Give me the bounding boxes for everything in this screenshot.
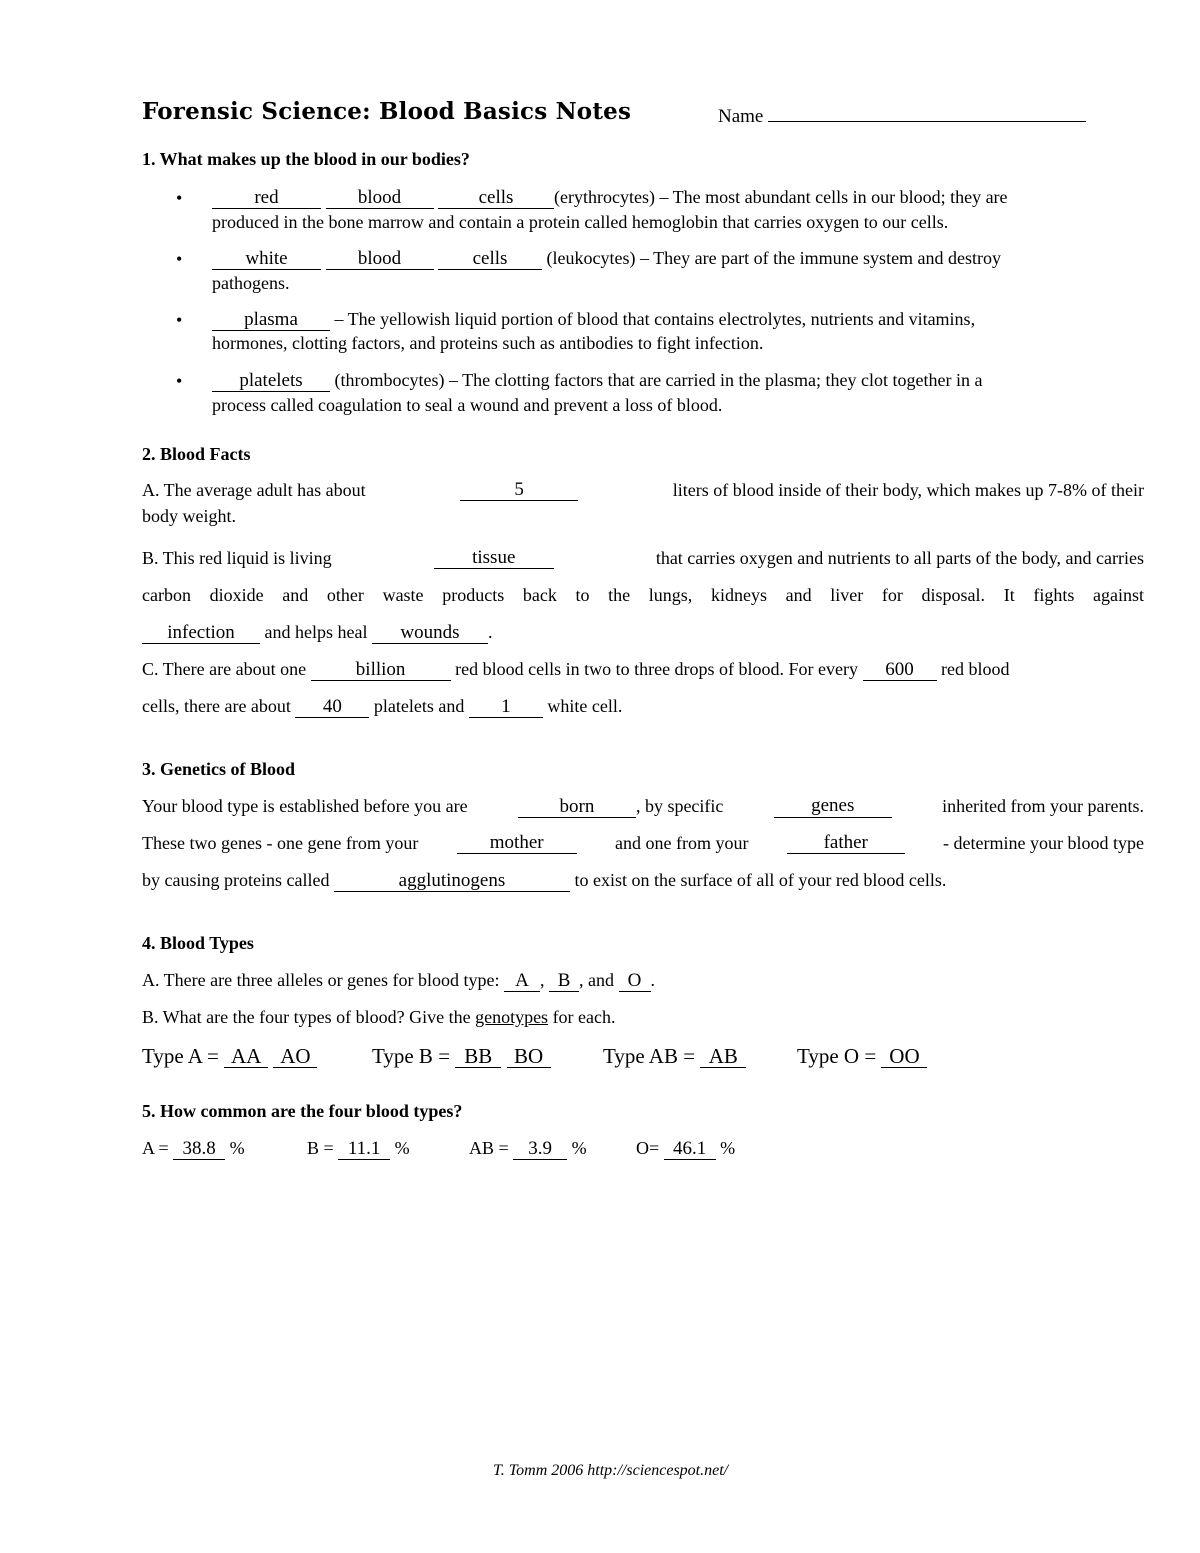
- blank-infection: infection: [142, 623, 260, 644]
- genetics-line-1: [142, 796, 1144, 818]
- type-b-answer: [372, 1044, 551, 1069]
- blank-blood: blood: [326, 188, 434, 209]
- type-a-answer: [142, 1044, 317, 1069]
- bullet-2-line-2: pathogens.: [212, 273, 290, 293]
- and-text: , and: [579, 970, 615, 990]
- types-question-text-2: for each.: [552, 1007, 616, 1027]
- fact-c-line-2: [142, 696, 622, 718]
- fact-a-text: A. The average adult has about: [142, 480, 366, 500]
- fact-a-line-1: [142, 480, 1144, 501]
- freq-ab-value: 3.9: [513, 1139, 567, 1160]
- genotype-oo: OO: [881, 1045, 927, 1068]
- genetics-text-6: - determine your blood type: [943, 833, 1144, 853]
- genetics-line-2: [142, 833, 1144, 854]
- fact-c-text: C. There are about one: [142, 659, 307, 679]
- bullet-3-line-2: hormones, clotting factors, and proteins such as antibodies to fight infection.: [212, 333, 764, 353]
- frequency-a: [142, 1138, 245, 1160]
- genotypes-word: genotypes: [475, 1007, 549, 1027]
- period: .: [650, 970, 656, 990]
- bullet-4-line-1: [212, 370, 982, 392]
- freq-ab-label: AB =: [469, 1138, 509, 1158]
- section-1-heading: 1. What makes up the blood in our bodies?: [142, 149, 470, 169]
- type-ab-answer: [603, 1044, 746, 1069]
- blank-allele-o: O: [619, 971, 651, 992]
- genetics-text: Your blood type is established before you are: [142, 796, 468, 816]
- percent-sign: %: [571, 1138, 587, 1158]
- type-b-label: Type B =: [372, 1044, 451, 1068]
- fact-b-text-2: that carries oxygen and nutrients to all parts of the body, and carries: [655, 548, 1144, 568]
- types-question-line: [142, 1007, 616, 1028]
- bullet: •: [176, 249, 183, 269]
- blank-cells: cells: [438, 249, 542, 270]
- type-a-label: Type A =: [142, 1044, 219, 1068]
- blank-white: white: [212, 249, 321, 270]
- bullet: •: [176, 188, 183, 208]
- genetics-text-5: and one from your: [614, 833, 749, 853]
- name-label: Name: [718, 106, 764, 127]
- blank-cells: cells: [438, 188, 554, 209]
- percent-sign: %: [720, 1138, 736, 1158]
- type-o-answer: [797, 1044, 927, 1069]
- blank-600: 600: [863, 660, 937, 681]
- percent-sign: %: [229, 1138, 245, 1158]
- alleles-line: [142, 970, 655, 992]
- page-title: Forensic Science: Blood Basics Notes: [142, 98, 632, 125]
- bullet: •: [176, 310, 183, 330]
- section-3-heading: 3. Genetics of Blood: [142, 759, 295, 779]
- genetics-text-7: by causing proteins called: [142, 870, 330, 890]
- blank-billion: billion: [311, 660, 451, 681]
- blank-mother: mother: [457, 833, 577, 854]
- genotype-ab: AB: [700, 1045, 746, 1068]
- fact-a-line-2: body weight.: [142, 506, 236, 526]
- blank-red: red: [212, 188, 321, 209]
- frequency-b: [307, 1138, 410, 1160]
- bullet-3-text: – The yellowish liquid portion of blood that contains electrolytes, nutrients and vitamins,: [334, 309, 976, 329]
- types-question-text: B. What are the four types of blood? Give the: [142, 1007, 471, 1027]
- fact-c-text-5: platelets and: [373, 696, 465, 716]
- fact-c-text-3: red blood: [941, 659, 1010, 679]
- type-o-label: Type O =: [797, 1044, 877, 1068]
- fact-a-text-2: liters of blood inside of their body, which makes up 7-8% of their: [672, 480, 1144, 500]
- blank-agglutinogens: agglutinogens: [334, 871, 570, 892]
- alleles-text: A. There are three alleles or genes for blood type:: [142, 970, 500, 990]
- fact-b-text-3: and helps heal: [264, 622, 368, 642]
- bullet-1-line-1: [212, 187, 1008, 209]
- section-5-heading: 5. How common are the four blood types?: [142, 1101, 463, 1121]
- bullet-4-line-2: process called coagulation to seal a wound and prevent a loss of blood.: [212, 395, 723, 415]
- blank-40: 40: [295, 697, 369, 718]
- freq-o-label: O=: [636, 1138, 660, 1158]
- blank-tissue: tissue: [434, 548, 554, 569]
- freq-b-label: B =: [307, 1138, 334, 1158]
- fact-b-line-2: carbon dioxide and other waste products back to the lungs, kidneys and liver for disposal. It fights against: [142, 585, 1144, 605]
- percent-sign: %: [394, 1138, 410, 1158]
- footer-credit: T. Tomm 2006 http://sciencespot.net/: [493, 1462, 729, 1479]
- freq-a-value: 38.8: [173, 1139, 225, 1160]
- blank-blood: blood: [326, 249, 434, 270]
- blank-father: father: [787, 833, 905, 854]
- fact-c-text-2: red blood cells in two to three drops of blood. For every: [455, 659, 859, 679]
- fact-c-text-6: white cell.: [547, 696, 623, 716]
- blank-platelets: platelets: [212, 371, 330, 392]
- blank-allele-b: B: [549, 971, 579, 992]
- bullet: •: [176, 371, 183, 391]
- bullet-2-text: (leukocytes) – They are part of the immune system and destroy: [546, 248, 1002, 268]
- bullet-4-text: (thrombocytes) – The clotting factors that are carried in the plasma; they clot together in a: [334, 370, 983, 390]
- period: .: [487, 622, 493, 642]
- blank-5: 5: [460, 480, 578, 501]
- type-ab-label: Type AB =: [603, 1044, 696, 1068]
- genetics-text-2: , by specific: [635, 796, 724, 816]
- blank-plasma: plasma: [212, 310, 330, 331]
- fact-c-text-4: cells, there are about: [142, 696, 291, 716]
- name-field: [718, 103, 1086, 128]
- blank-1: 1: [469, 697, 543, 718]
- section-2-heading: 2. Blood Facts: [142, 444, 251, 464]
- freq-o-value: 46.1: [664, 1139, 716, 1160]
- bullet-2-line-1: [212, 248, 1001, 270]
- fact-c-line-1: [142, 659, 1010, 681]
- frequency-o: [636, 1138, 735, 1160]
- genetics-group: [518, 796, 723, 818]
- comma: ,: [540, 970, 545, 990]
- fact-b-line-1: [142, 548, 1144, 569]
- section-4-heading: 4. Blood Types: [142, 933, 254, 953]
- genetics-line-3: [142, 870, 946, 892]
- name-line: [768, 103, 1086, 122]
- bullet-3-line-1: [212, 309, 975, 331]
- blank-born: born: [518, 797, 636, 818]
- blank-wounds: wounds: [372, 623, 488, 644]
- fact-b-text: B. This red liquid is living: [142, 548, 332, 568]
- freq-a-label: A =: [142, 1138, 169, 1158]
- genetics-text-3: inherited from your parents.: [942, 796, 1144, 816]
- blank-allele-a: A: [504, 971, 540, 992]
- genetics-text-4: These two genes - one gene from your: [142, 833, 419, 853]
- fact-b-line-3: [142, 622, 492, 644]
- genotype-bb: BB: [455, 1045, 501, 1068]
- genotype-bo: BO: [507, 1045, 551, 1068]
- blank-genes: genes: [774, 796, 892, 818]
- genotype-ao: AO: [273, 1045, 317, 1068]
- frequency-ab: [469, 1138, 587, 1160]
- bullet-1-text: (erythrocytes) – The most abundant cells in our blood; they are: [554, 187, 1008, 207]
- freq-b-value: 11.1: [338, 1139, 390, 1160]
- genotype-aa: AA: [224, 1045, 268, 1068]
- genetics-text-8: to exist on the surface of all of your red blood cells.: [574, 870, 947, 890]
- bullet-1-line-2: produced in the bone marrow and contain a protein called hemoglobin that carries oxygen to our cells.: [212, 212, 949, 232]
